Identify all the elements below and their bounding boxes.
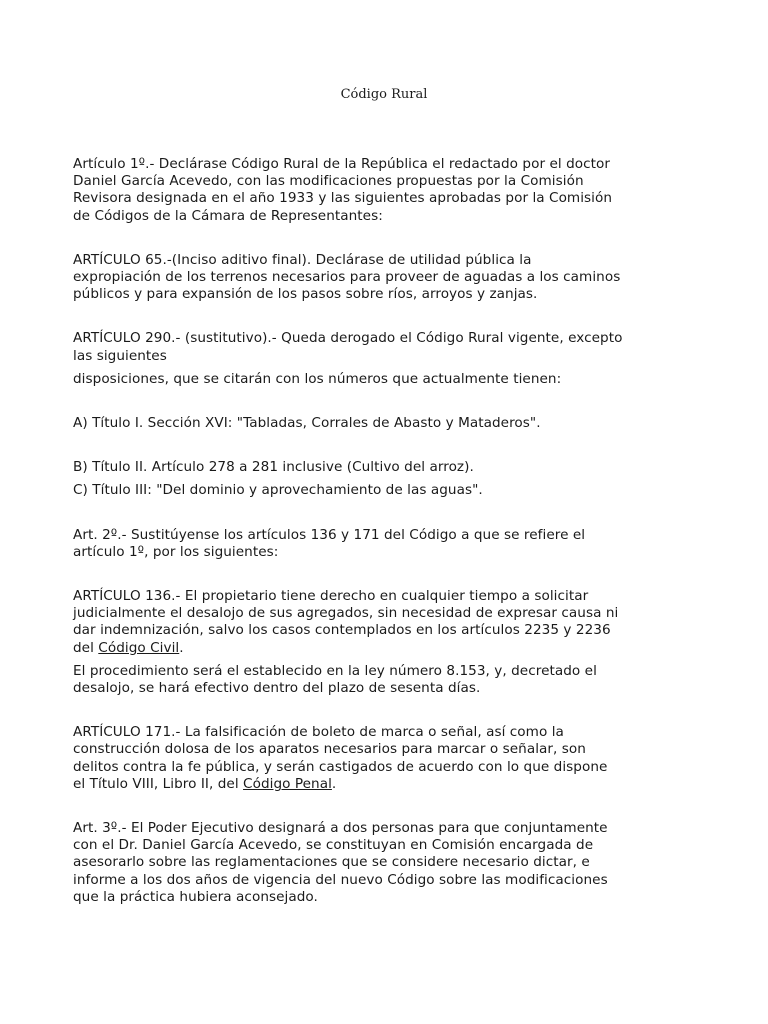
- codigo-civil-link[interactable]: Código Civil: [98, 639, 180, 656]
- article-136-paragraph: [73, 588, 705, 657]
- article-171-paragraph: [73, 724, 705, 793]
- article-65-paragraph: ARTÍCULO 65.-(Inciso aditivo final). Declárase de utilidad pública la expropiación de los terrenos necesarios para proveer de aguadas a los caminos públicos y para expansión de los pasos sobre ríos, arroyos y zanjas.: [73, 251, 621, 303]
- article-2-paragraph: Art. 2º.- Sustitúyense los artículos 136 y 171 del Código a que se refiere el artículo 1º, por los siguientes:: [73, 526, 586, 560]
- article-136-text: ARTÍCULO 136.- El propietario tiene derecho en cualquier tiempo a solicitar judicialmente el desalojo de sus agregados, sin necesidad de expresar causa ni dar indemnización, salvo los casos contemplados en los artículos 2235 y 2236 del: [73, 588, 619, 656]
- article-171-end: .: [331, 775, 337, 792]
- article-136-end: .: [179, 639, 184, 656]
- procedure-paragraph: El procedimiento será el establecido en la ley número 8.153, y, decretado el desalojo, se hará efectivo dentro del plazo de sesenta días.: [73, 662, 597, 697]
- article-290-paragraph: ARTÍCULO 290.- (sustitutivo).- Queda derogado el Código Rural vigente, excepto las siguientes: [73, 330, 623, 364]
- article-1-paragraph: Artículo 1º.- Declárase Código Rural de la República el redactado por el doctor Daniel García Acevedo, con las modificaciones propuestas por la Comisión Revisora designada en el año 1933 y las siguientes aprobadas por la Comisión de Códigos de la Cámara de Representantes:: [73, 156, 613, 224]
- list-item-b: B) Título II. Artículo 278 a 281 inclusive (Cultivo del arroz).: [73, 459, 474, 476]
- document-body: [73, 156, 705, 906]
- article-290-continuation: disposiciones, que se citarán con los números que actualmente tienen:: [73, 370, 562, 387]
- article-171-text: ARTÍCULO 171.- La falsificación de boleto de marca o señal, así como la construcción dolosa de los aparatos necesarios para marcar o señalar, son delitos contra la fe pública, y serán castigados de acuerdo con lo que dispone el Título VIII, Libro II, del: [73, 724, 608, 792]
- article-3-paragraph: Art. 3º.- El Poder Ejecutivo designará a dos personas para que conjuntamente con el Dr. Daniel García Acevedo, se constituyan en Comisión encargada de asesorarlo sobre las reglamentaciones que se considere necesario dictar, e informe a los dos años de vigencia del nuevo Código sobre las modificaciones que la práctica hubiera aconsejado.: [73, 820, 608, 905]
- codigo-penal-link[interactable]: Código Penal: [243, 775, 332, 792]
- list-item-c: C) Título III: "Del dominio y aprovechamiento de las aguas".: [73, 482, 483, 499]
- document-title: Código Rural: [340, 87, 428, 102]
- list-item-a: A) Título I. Sección XVI: "Tabladas, Corrales de Abasto y Mataderos".: [73, 415, 541, 432]
